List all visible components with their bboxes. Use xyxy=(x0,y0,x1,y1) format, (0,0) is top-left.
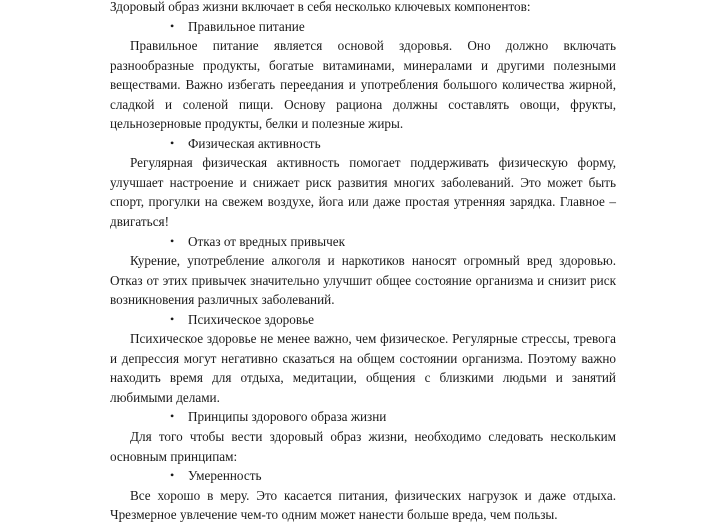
paragraph-principles: Для того чтобы вести здоровый образ жизни, необходимо следовать нескольким основным принципам: xyxy=(110,429,616,464)
paragraph-activity: Регулярная физическая активность помогает поддерживать физическую форму, улучшает настроение и снижает риск развития многих заболеваний. Это может быть спорт, прогулки на свежем воздухе, йога или даже простая утренняя зарядка. Главное – двигаться! xyxy=(110,155,616,230)
paragraph-bad-habits: Курение, употребление алкоголя и наркотиков наносят огромный вред здоровью. Отказ от этих привычек значительно улучшит общее состояние организма и снизит риск возникновения различных заболеваний. xyxy=(110,253,616,308)
paragraph-nutrition: Правильное питание является основой здоровья. Оно должно включать разнообразные продукты, богатые витаминами, минералами и другими полезными веществами. Важно избегать переедания и употребления большого количества жирной, сладкой и соленой пищи. Основу рациона должны составлять овощи, фрукты, цельнозерновые продукты, белки и полезные жиры. xyxy=(110,38,616,132)
bullet-list-moderation xyxy=(110,466,616,486)
bullet-label: Физическая активность xyxy=(188,135,321,151)
bullet-label: Отказ от вредных привычек xyxy=(188,233,346,249)
bullet-list-activity xyxy=(110,134,616,154)
list-item xyxy=(110,310,616,330)
list-item xyxy=(110,134,616,154)
bullet-list-bad-habits xyxy=(110,232,616,252)
paragraph-mental-health: Психическое здоровье не менее важно, чем физическое. Регулярные стрессы, тревога и депрессия могут негативно сказаться на общем состоянии организма. Поэтому важно находить время для отдыха, медитации, общения с близкими людьми и занятий любимыми делами. xyxy=(110,331,616,405)
list-item xyxy=(110,232,616,252)
bullet-list-principles xyxy=(110,407,616,427)
paragraph-moderation: Все хорошо в меру. Это касается питания, физических нагрузок и даже отдыха. Чрезмерное увлечение чем-то одним может нанести больше вреда, чем пользы. xyxy=(110,487,616,523)
list-item xyxy=(110,17,616,37)
bullet-list-nutrition xyxy=(110,17,616,37)
list-item xyxy=(110,407,616,427)
list-item xyxy=(110,466,616,486)
bullet-label: Принципы здорового образа жизни xyxy=(188,409,387,425)
bullet-list-mental-health xyxy=(110,310,616,330)
intro-paragraph: Здоровый образ жизни включает в себя несколько ключевых компонентов: xyxy=(110,0,531,14)
bullet-label: Умеренность xyxy=(188,468,262,484)
document-text-column xyxy=(110,0,616,525)
bullet-label: Психическое здоровье xyxy=(188,311,314,327)
bullet-label: Правильное питание xyxy=(188,18,305,34)
